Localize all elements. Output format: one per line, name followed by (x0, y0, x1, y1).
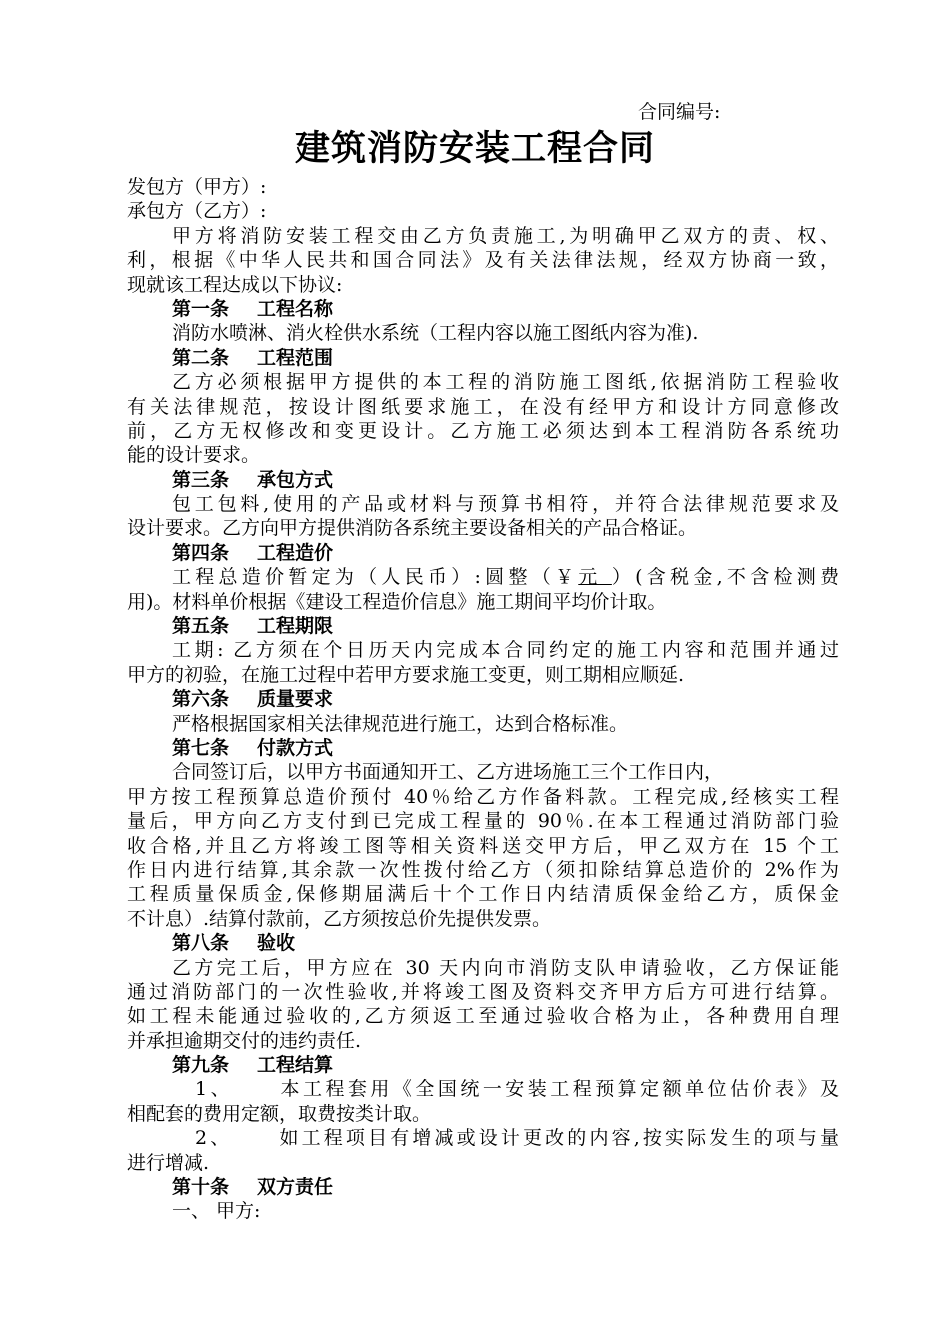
article-number: 第十条 (172, 1176, 230, 1199)
article-title: 工程范围 (257, 346, 334, 369)
article-title: 质量要求 (257, 688, 334, 711)
article-title: 双方责任 (257, 1176, 334, 1199)
article-number: 第六条 (172, 688, 230, 711)
article-line: 通过消防部门的一次性验收,并将竣工图及资料交齐甲方后方可进行结算。 (127, 980, 839, 1003)
contract-number-label: 合同编号: (638, 101, 721, 123)
article-title: 工程期限 (257, 615, 334, 638)
article-heading-1 (127, 297, 839, 321)
article-heading-10 (127, 1175, 839, 1199)
article-number: 第九条 (172, 1054, 230, 1077)
article-heading-9 (127, 1053, 839, 1077)
article-line: 甲方按工程预算总造价预付 40％给乙方作备料款。工程完成,经核实工程 (127, 785, 839, 808)
item-marker: 1、 (195, 1078, 234, 1101)
article-title: 承包方式 (257, 468, 334, 491)
article-heading-2 (127, 346, 839, 370)
article-heading-5 (127, 614, 839, 638)
article-heading-7 (127, 736, 839, 760)
article-line: 不计息）.结算付款前，乙方须按总价先提供发票。 (127, 907, 552, 930)
article-line: 严格根据国家相关法律规范进行施工，达到合格标准。 (172, 712, 629, 735)
page-title: 建筑消防安装工程合同 (294, 128, 655, 169)
article-line: 乙方完工后，甲方应在 30 天内向市消防支队申请验收，乙方保证能 (172, 956, 839, 979)
item-marker: 2、 (195, 1127, 233, 1150)
article-number: 第三条 (172, 468, 230, 491)
article-heading-4 (127, 541, 839, 565)
article-line: 包工包料,使用的产品或材料与预算书相符，并符合法律规范要求及 (172, 493, 839, 516)
article-line: 一、 甲方: (172, 1200, 261, 1223)
price-amount-blank: 元 (578, 566, 612, 589)
article-title: 工程名称 (257, 297, 334, 320)
price-text-after: ）(含税金,不含检测费 (611, 566, 840, 589)
numbered-item-2 (127, 1126, 839, 1150)
contractor-party: 承包方（乙方）: (127, 200, 267, 223)
article-line: 并承担逾期交付的违约责任. (127, 1029, 362, 1052)
article-number: 第五条 (172, 615, 230, 638)
article-number: 第四条 (172, 541, 230, 564)
article-line: 工程质量保质金,保修期届满后十个工作日内结清质保金给乙方，质保金 (127, 883, 839, 906)
employer-party: 发包方（甲方）: (127, 176, 267, 198)
article-line: 如工程未能通过验收的,乙方须返工至通过验收合格为止，各种费用自理 (127, 1005, 839, 1028)
article-title: 付款方式 (257, 736, 334, 759)
article-line: 消防水喷淋、消火栓供水系统（工程内容以施工图纸内容为准). (172, 322, 699, 345)
article-title: 验收 (257, 932, 296, 955)
article-number: 第八条 (172, 932, 230, 955)
article-number: 第一条 (172, 297, 230, 320)
article-line: 量后，甲方向乙方支付到已完成工程量的 90％.在本工程通过消防部门验 (127, 810, 839, 833)
article-title: 工程结算 (257, 1054, 334, 1077)
article-line: 设计要求。乙方向甲方提供消防各系统主要设备相关的产品合格证。 (127, 517, 698, 540)
article-line: 乙方必须根据甲方提供的本工程的消防施工图纸,依据消防工程验收 (172, 371, 839, 394)
article-heading-8 (127, 931, 839, 955)
price-line (127, 565, 839, 589)
article-line: 能的设计要求。 (127, 444, 261, 467)
price-text-before: 工程总造价暂定为（人民币）:圆整（￥ (172, 566, 579, 589)
article-heading-6 (127, 687, 839, 711)
numbered-item-continuation: 进行增减. (127, 1151, 210, 1174)
article-line: 用)。材料单价根据《建设工程造价信息》施工期间平均价计取。 (127, 590, 667, 613)
article-line: 前，乙方无权修改和变更设计。乙方施工必须达到本工程消防各系统功 (127, 419, 839, 442)
article-line: 有关法律规范，按设计图纸要求施工，在没有经甲方和设计方同意修改 (127, 395, 839, 418)
article-heading-3 (127, 468, 839, 492)
preamble-line: 甲方将消防安装工程交由乙方负责施工,为明确甲乙双方的责、权、 (172, 224, 839, 247)
article-line: 工期: 乙方须在个日历天内完成本合同约定的施工内容和范围并通过 (172, 639, 839, 662)
article-number: 第二条 (172, 346, 230, 369)
contract-body (127, 175, 839, 1224)
article-title: 工程造价 (257, 541, 334, 564)
article-number: 第七条 (172, 736, 230, 759)
item-text: 本工程套用《全国统一安装工程预算定额单位估价表》及 (277, 1078, 839, 1101)
preamble-line: 利，根据《中华人民共和国合同法》及有关法律法规，经双方协商一致， (127, 249, 839, 272)
numbered-item-continuation: 相配套的费用定额，取费按类计取。 (127, 1102, 432, 1125)
article-line: 合同签订后，以甲方书面通知开工、乙方进场施工三个工作日内， (172, 761, 724, 784)
article-line: 作日内进行结算,其余款一次性拨付给乙方（须扣除结算总造价的 2%作为 (127, 858, 839, 881)
article-line: 收合格,并且乙方将竣工图等相关资料送交甲方后，甲乙双方在 15 个工 (127, 834, 839, 857)
item-text: 如工程项目有增减或设计更改的内容,按实际发生的项与量 (276, 1127, 839, 1150)
numbered-item-1 (127, 1077, 839, 1101)
article-line: 甲方的初验，在施工过程中若甲方要求施工变更，则工期相应顺延. (127, 663, 685, 686)
preamble-line: 现就该工程达成以下协议: (127, 273, 343, 296)
